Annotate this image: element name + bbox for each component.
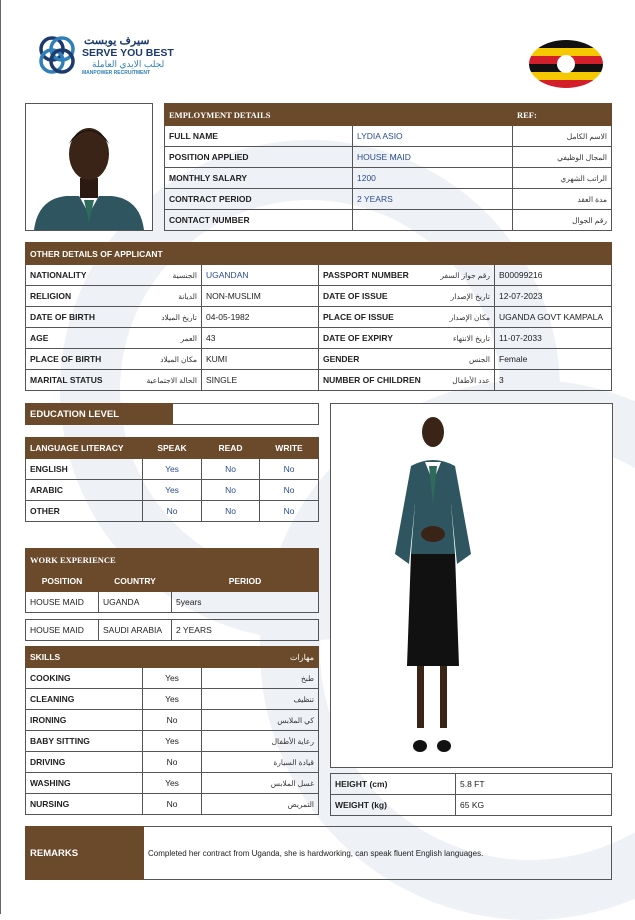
employment-label: FULL NAME bbox=[165, 126, 353, 147]
work-position: HOUSE MAID bbox=[26, 592, 99, 613]
remarks-text: Completed her contract from Uganda, she is hardworking, can speak fluent English languages. bbox=[144, 827, 612, 880]
other-label: PLACE OF ISSUE bbox=[323, 312, 394, 322]
other-label-ar: تاريخ الإصدار bbox=[450, 291, 490, 301]
other-label-cell bbox=[26, 370, 202, 391]
skill-name-ar: التمريض bbox=[202, 794, 319, 815]
other-label: DATE OF ISSUE bbox=[323, 291, 388, 301]
education-label: EDUCATION LEVEL bbox=[26, 404, 173, 425]
skill-value: Yes bbox=[143, 689, 202, 710]
employment-value: 2 YEARS bbox=[353, 189, 513, 210]
employment-row bbox=[165, 189, 612, 210]
other-label: AGE bbox=[30, 333, 49, 343]
skill-value: Yes bbox=[143, 773, 202, 794]
employment-row bbox=[165, 210, 612, 231]
other-value: UGANDA GOVT KAMPALA bbox=[495, 307, 612, 328]
language-write: No bbox=[260, 501, 319, 522]
work-experience-table bbox=[25, 548, 319, 613]
language-name: ARABIC bbox=[26, 480, 143, 501]
other-value: KUMI bbox=[202, 349, 319, 370]
education-value bbox=[173, 404, 319, 425]
employment-value: HOUSE MAID bbox=[353, 147, 513, 168]
skill-row bbox=[26, 710, 319, 731]
country-header: COUNTRY bbox=[99, 571, 172, 592]
language-read: No bbox=[202, 459, 260, 480]
other-details-row bbox=[26, 286, 612, 307]
language-read: No bbox=[202, 480, 260, 501]
country-flag bbox=[529, 40, 603, 88]
other-label-cell bbox=[26, 286, 202, 307]
logo-icon bbox=[36, 34, 78, 76]
other-label: NATIONALITY bbox=[30, 270, 87, 280]
skill-row bbox=[26, 689, 319, 710]
lang-header: LANGUAGE LITERACY bbox=[26, 438, 143, 459]
logo-sub: MANPOWER RECRUITMENT bbox=[82, 70, 151, 76]
skills-title-ar: مهارات bbox=[202, 647, 319, 668]
other-label-cell bbox=[319, 349, 495, 370]
other-label-cell bbox=[319, 265, 495, 286]
language-write: No bbox=[260, 459, 319, 480]
other-details-row bbox=[26, 370, 612, 391]
other-label-ar: الحالة الاجتماعية bbox=[146, 375, 197, 385]
skill-row bbox=[26, 668, 319, 689]
other-label-cell bbox=[319, 370, 495, 391]
skill-row bbox=[26, 773, 319, 794]
skill-name-ar: غسل الملابس bbox=[202, 773, 319, 794]
other-label-cell bbox=[26, 349, 202, 370]
write-header: WRITE bbox=[260, 438, 319, 459]
language-read: No bbox=[202, 501, 260, 522]
skill-name-ar: تنظيف bbox=[202, 689, 319, 710]
other-label-ar: مكان الإصدار bbox=[449, 312, 490, 322]
height-value: 5.8 FT bbox=[456, 774, 612, 795]
work-position: HOUSE MAID bbox=[26, 620, 99, 641]
height-label: HEIGHT (cm) bbox=[331, 774, 456, 795]
skill-name: WASHING bbox=[26, 773, 143, 794]
language-row bbox=[26, 480, 319, 501]
full-body-photo bbox=[330, 403, 613, 768]
work-period: 2 YEARS bbox=[172, 620, 319, 641]
language-speak: Yes bbox=[143, 459, 202, 480]
employment-title: EMPLOYMENT DETAILS bbox=[165, 104, 513, 126]
other-label-cell bbox=[26, 307, 202, 328]
employment-label-ar: رقم الجوال bbox=[513, 210, 612, 231]
flag-emblem-icon bbox=[557, 55, 575, 73]
other-value: B00099216 bbox=[495, 265, 612, 286]
skill-name: IRONING bbox=[26, 710, 143, 731]
skill-row bbox=[26, 752, 319, 773]
employment-value: 1200 bbox=[353, 168, 513, 189]
other-label: RELIGION bbox=[30, 291, 72, 301]
skills-title: SKILLS bbox=[26, 647, 202, 668]
logo-arabic: سيرف يوبست bbox=[84, 35, 150, 47]
skill-name: CLEANING bbox=[26, 689, 143, 710]
employment-row bbox=[165, 126, 612, 147]
employment-label-ar: الاسم الكامل bbox=[513, 126, 612, 147]
other-label: DATE OF EXPIRY bbox=[323, 333, 393, 343]
height-row bbox=[331, 774, 612, 795]
other-label: NUMBER OF CHILDREN bbox=[323, 375, 421, 385]
skill-name: NURSING bbox=[26, 794, 143, 815]
skill-name-ar: رعاية الأطفال bbox=[202, 731, 319, 752]
skill-value: No bbox=[143, 710, 202, 731]
other-label-cell bbox=[319, 328, 495, 349]
other-details-table bbox=[25, 242, 612, 391]
other-label: GENDER bbox=[323, 354, 360, 364]
other-label-cell bbox=[26, 328, 202, 349]
language-table bbox=[25, 437, 319, 522]
employment-label: CONTRACT PERIOD bbox=[165, 189, 353, 210]
work-country: SAUDI ARABIA bbox=[99, 620, 172, 641]
other-label-ar: مكان الميلاد bbox=[160, 354, 197, 364]
period-header: PERIOD bbox=[172, 571, 319, 592]
employment-row bbox=[165, 168, 612, 189]
skill-name: COOKING bbox=[26, 668, 143, 689]
other-label-cell bbox=[319, 307, 495, 328]
employment-label-ar: مدة العقد bbox=[513, 189, 612, 210]
employment-details-table bbox=[164, 103, 612, 231]
remarks-label: REMARKS bbox=[26, 827, 144, 880]
skill-value: Yes bbox=[143, 731, 202, 752]
language-name: OTHER bbox=[26, 501, 143, 522]
skill-row bbox=[26, 731, 319, 752]
employment-label-ar: الراتب الشهري bbox=[513, 168, 612, 189]
skill-row bbox=[26, 794, 319, 815]
other-value: 3 bbox=[495, 370, 612, 391]
body-measurements-table bbox=[330, 773, 612, 816]
employment-label: POSITION APPLIED bbox=[165, 147, 353, 168]
other-value: 04-05-1982 bbox=[202, 307, 319, 328]
other-value: UGANDAN bbox=[202, 265, 319, 286]
speak-header: SPEAK bbox=[143, 438, 202, 459]
passport-photo bbox=[25, 103, 153, 231]
other-label-ar: الجنسية bbox=[172, 270, 197, 280]
other-label-cell bbox=[319, 286, 495, 307]
page-border bbox=[0, 0, 1, 914]
employment-row bbox=[165, 147, 612, 168]
employment-label: CONTACT NUMBER bbox=[165, 210, 353, 231]
logo-name: SERVE YOU BEST bbox=[82, 47, 174, 59]
skill-value: Yes bbox=[143, 668, 202, 689]
other-label-ar: رقم جواز السفر bbox=[440, 270, 490, 280]
education-table bbox=[25, 403, 319, 425]
other-label-ar: تاريخ الميلاد bbox=[161, 312, 197, 322]
skill-name: DRIVING bbox=[26, 752, 143, 773]
work-country: UGANDA bbox=[99, 592, 172, 613]
skill-name: BABY SITTING bbox=[26, 731, 143, 752]
other-details-row bbox=[26, 307, 612, 328]
other-label-cell bbox=[26, 265, 202, 286]
other-label: MARITAL STATUS bbox=[30, 375, 103, 385]
other-details-row bbox=[26, 328, 612, 349]
skill-name-ar: قيادة السيارة bbox=[202, 752, 319, 773]
employment-label: MONTHLY SALARY bbox=[165, 168, 353, 189]
company-logo bbox=[36, 34, 176, 78]
other-label-ar: تاريخ الانتهاء bbox=[453, 333, 490, 343]
other-label-ar: الديانة bbox=[178, 291, 197, 301]
other-value: 12-07-2023 bbox=[495, 286, 612, 307]
other-label-ar: عدد الأطفال bbox=[452, 375, 490, 385]
employment-label-ar: المجال الوظيفي bbox=[513, 147, 612, 168]
skill-value: No bbox=[143, 794, 202, 815]
skills-table bbox=[25, 646, 319, 815]
work-period: 5years bbox=[172, 592, 319, 613]
other-label-ar: الجنس bbox=[468, 354, 490, 364]
skill-name-ar: كي الملابس bbox=[202, 710, 319, 731]
position-header: POSITION bbox=[26, 571, 99, 592]
weight-row bbox=[331, 795, 612, 816]
work-experience-table-2 bbox=[25, 619, 319, 641]
language-row bbox=[26, 459, 319, 480]
skill-value: No bbox=[143, 752, 202, 773]
weight-label: WEIGHT (kg) bbox=[331, 795, 456, 816]
work-title: WORK EXPERIENCE bbox=[26, 549, 319, 571]
other-value: SINGLE bbox=[202, 370, 319, 391]
weight-value: 65 KG bbox=[456, 795, 612, 816]
language-row bbox=[26, 501, 319, 522]
language-speak: No bbox=[143, 501, 202, 522]
other-label: PASSPORT NUMBER bbox=[323, 270, 409, 280]
other-label: DATE OF BIRTH bbox=[30, 312, 96, 322]
other-value: 11-07-2033 bbox=[495, 328, 612, 349]
other-label: PLACE OF BIRTH bbox=[30, 354, 102, 364]
other-value: Female bbox=[495, 349, 612, 370]
employment-value bbox=[353, 210, 513, 231]
other-details-row bbox=[26, 265, 612, 286]
other-details-title: OTHER DETAILS OF APPLICANT bbox=[26, 243, 612, 265]
work-row bbox=[26, 592, 319, 613]
skill-name-ar: طبخ bbox=[202, 668, 319, 689]
other-label-ar: العمر bbox=[180, 333, 197, 343]
other-value: NON-MUSLIM bbox=[202, 286, 319, 307]
language-write: No bbox=[260, 480, 319, 501]
other-details-row bbox=[26, 349, 612, 370]
work-row bbox=[26, 620, 319, 641]
other-value: 43 bbox=[202, 328, 319, 349]
language-speak: Yes bbox=[143, 480, 202, 501]
language-name: ENGLISH bbox=[26, 459, 143, 480]
read-header: READ bbox=[202, 438, 260, 459]
ref-label: REF: bbox=[513, 104, 612, 126]
remarks-table bbox=[25, 826, 612, 880]
logo-arabic-sub: لجلب الايدي العاملة bbox=[92, 59, 165, 69]
employment-value: LYDIA ASIO bbox=[353, 126, 513, 147]
